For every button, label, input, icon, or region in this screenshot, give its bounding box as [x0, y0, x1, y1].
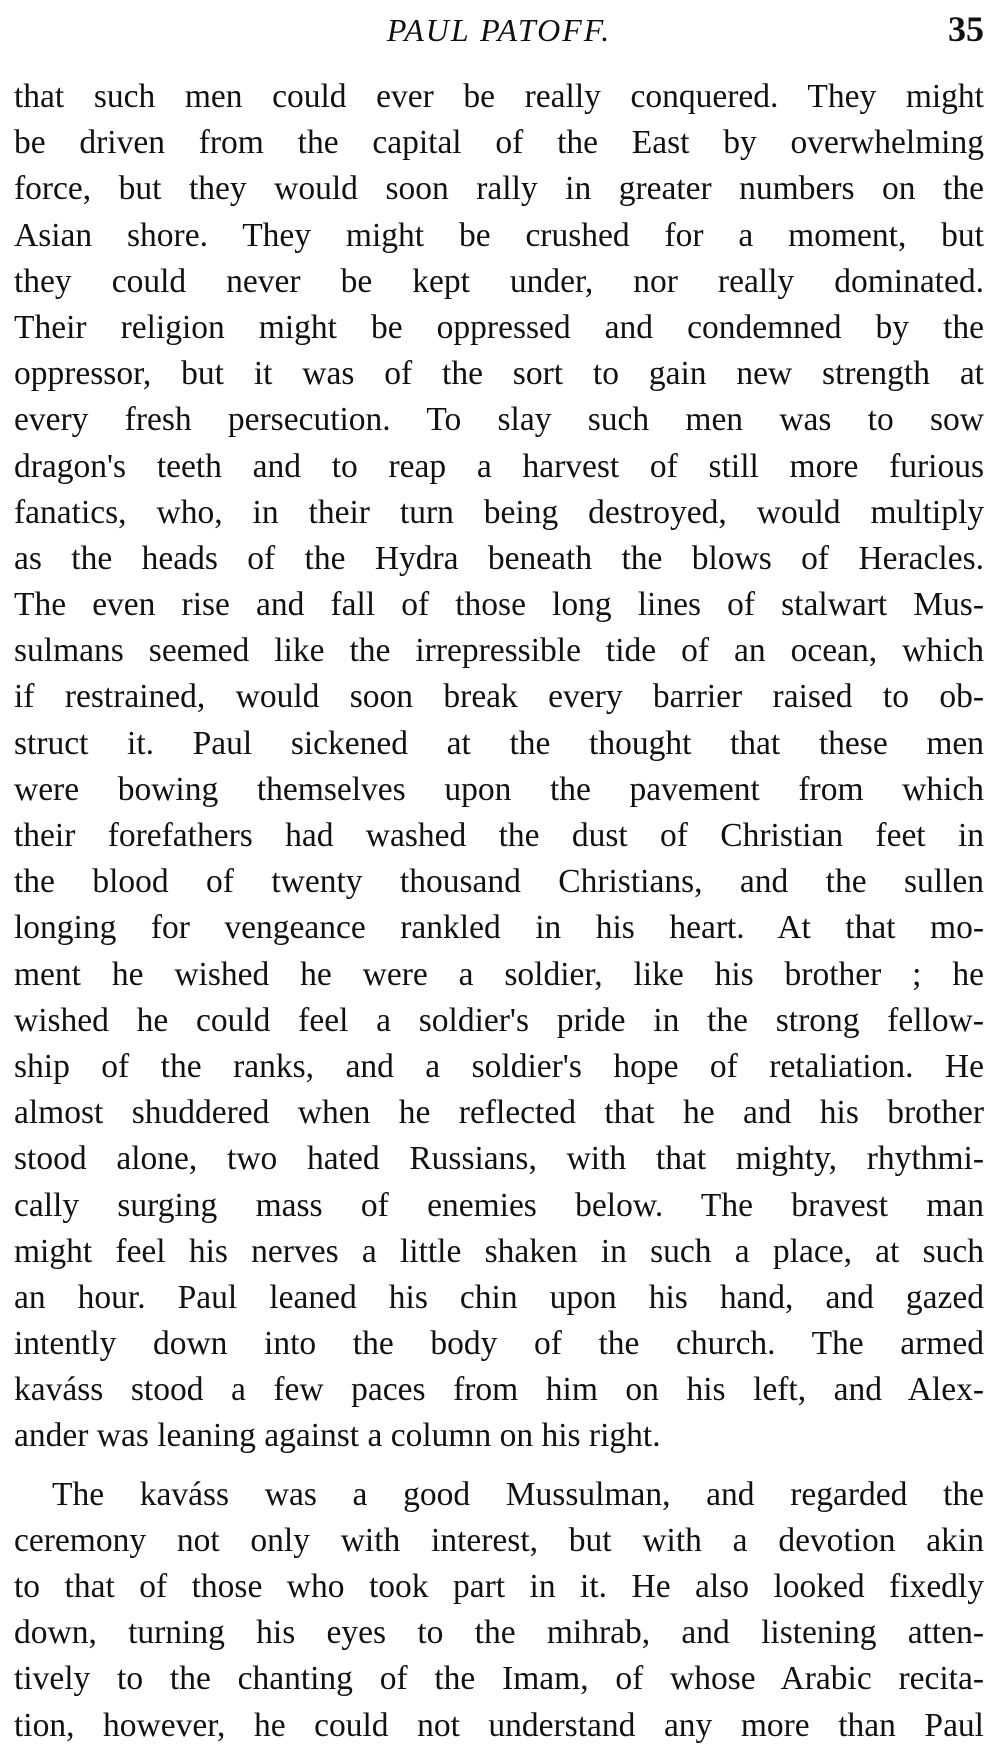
text-line: dragon's teeth and to reap a harvest of still more furious — [14, 447, 984, 485]
text-line: were bowing themselves upon the pavement from which — [14, 770, 984, 808]
running-title: PAUL PATOFF. — [386, 12, 612, 48]
paragraph-2 — [14, 1472, 984, 1749]
text-line: Their religion might be oppressed and condemned by the — [14, 308, 984, 346]
text-line: tion, however, he could not understand any more than Paul — [14, 1706, 984, 1744]
text-line: struct it. Paul sickened at the thought that these men — [14, 724, 984, 762]
text-line: almost shuddered when he reflected that he and his brother — [14, 1094, 984, 1132]
page-number: 35 — [948, 9, 984, 49]
text-line: oppressor, but it was of the sort to gain new strength at — [14, 355, 984, 393]
text-line: longing for vengeance rankled in his heart. At that mo- — [14, 909, 984, 947]
text-line: force, but they would soon rally in greater numbers on the — [14, 170, 984, 208]
text-line: ander was leaning against a column on his right. — [14, 1417, 661, 1455]
text-line: if restrained, would soon break every barrier raised to ob- — [14, 678, 984, 716]
text-line: that such men could ever be really conquered. They might — [14, 78, 984, 115]
text-line: The kaváss was a good Mussulman, and regarded the — [52, 1475, 984, 1513]
text-line: the blood of twenty thousand Christians, and the sullen — [14, 863, 984, 901]
page-header — [14, 6, 984, 56]
text-line: be driven from the capital of the East by overwhelming — [14, 124, 984, 162]
text-line: intently down into the body of the church. The armed — [14, 1325, 984, 1363]
text-line: tively to the chanting of the Imam, of whose Arabic recita- — [14, 1660, 984, 1698]
paragraph-gap — [14, 1460, 984, 1472]
text-line: fanatics, who, in their turn being destroyed, would multiply — [14, 493, 984, 531]
text-line: The even rise and fall of those long lines of stalwart Mus- — [14, 586, 984, 624]
text-line: ship of the ranks, and a soldier's hope of retaliation. He — [14, 1047, 984, 1085]
text-line: ceremony not only with interest, but with a devotion akin — [14, 1521, 984, 1559]
text-line: their forefathers had washed the dust of Christian feet in — [14, 817, 984, 854]
text-line: Asian shore. They might be crushed for a moment, but — [14, 216, 984, 254]
text-line: ment he wished he were a soldier, like his brother ; he — [14, 955, 984, 993]
text-line: down, turning his eyes to the mihrab, and listening atten- — [14, 1614, 984, 1652]
text-line: they could never be kept under, nor really dominated. — [14, 262, 984, 300]
text-line: as the heads of the Hydra beneath the blows of Heracles. — [14, 539, 984, 577]
paragraph-1 — [14, 74, 984, 1460]
text-line: cally surging mass of enemies below. The bravest man — [14, 1186, 984, 1224]
text-line: an hour. Paul leaned his chin upon his hand, and gazed — [14, 1278, 984, 1316]
body-text — [14, 74, 984, 1749]
text-line: wished he could feel a soldier's pride in the strong fellow- — [14, 1001, 984, 1039]
text-line: to that of those who took part in it. He also looked fixedly — [14, 1568, 984, 1605]
text-line: stood alone, two hated Russians, with that mighty, rhythmi- — [14, 1140, 984, 1178]
text-line: kaváss stood a few paces from him on his left, and Alex- — [14, 1371, 984, 1409]
text-line: every fresh persecution. To slay such men was to sow — [14, 401, 984, 439]
text-line: might feel his nerves a little shaken in such a place, at such — [14, 1232, 984, 1270]
text-line: sulmans seemed like the irrepressible tide of an ocean, which — [14, 632, 984, 670]
